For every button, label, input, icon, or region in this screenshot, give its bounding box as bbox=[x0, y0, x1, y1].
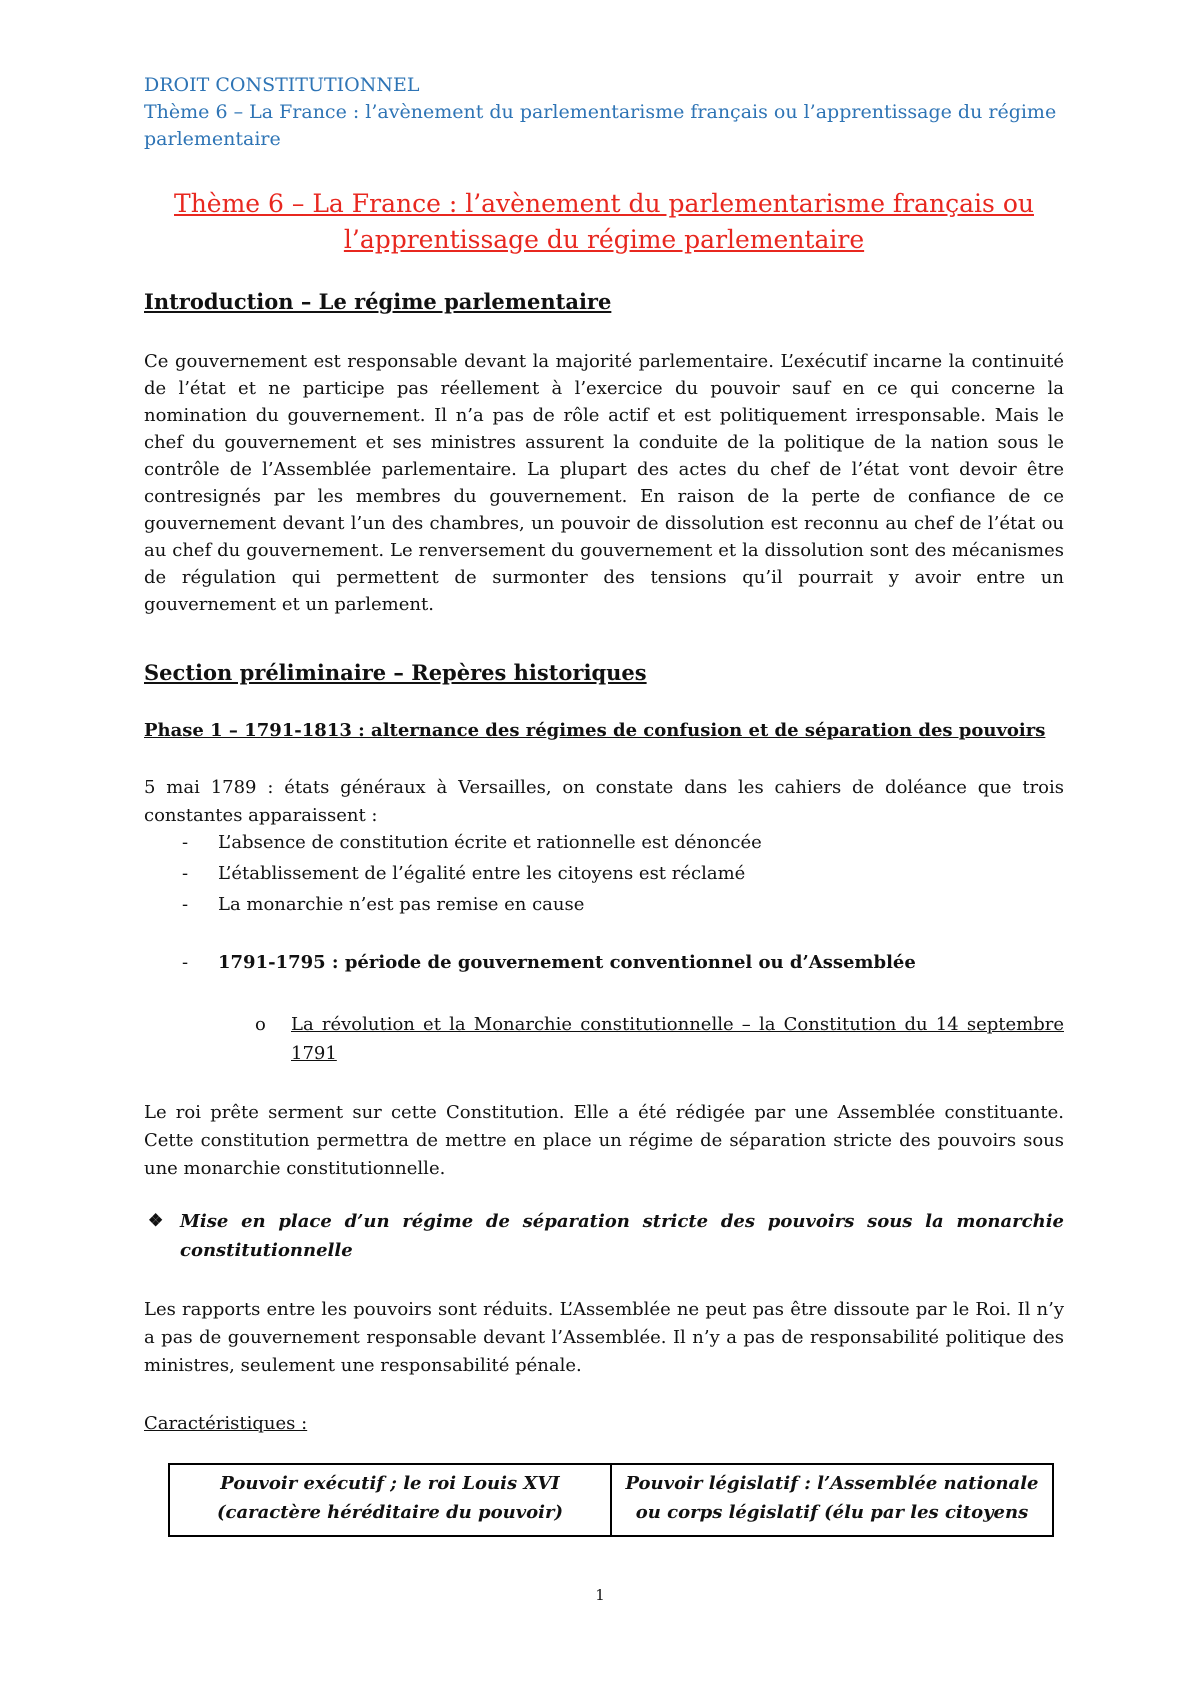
list-item: - L’établissement de l’égalité entre les citoyens est réclamé bbox=[182, 863, 746, 884]
constantes-list bbox=[144, 827, 1064, 920]
header-theme: Thème 6 – La France : l’avènement du parlementarisme français ou l’apprentissage du régime parlementaire bbox=[144, 101, 1057, 150]
phase-heading: Phase 1 – 1791-1813 : alternance des régimes de confusion et de séparation des pouvoirs bbox=[144, 720, 1046, 741]
running-header bbox=[144, 72, 1064, 153]
document-page: DROIT CONSTITUTIONNEL Thème 6 – La France : l’avènement du parlementarisme français ou l’apprentissage du régime parlementaire Thème 6 – La France : l’avènement du parlementarisme français ou l’apprentissage du régime parlementaire Introduction – Le régime parlementaire Ce gouvernement est responsable devant la majorité parlementaire. L’exécutif incarne la continuité de l’état et ne participe pas réellement à l’exercice du pouvoir sauf en ce qui concerne la nomination du gouvernement. Il n’a pas de rôle actif et est politiquement irresponsable. Mais le chef du gouvernement et ses ministres assurent la conduite de la politique de la nation sous le contrôle de l’Assemblée parlementaire. La plupart des actes du chef de l’état vont devoir être contresignés par les membres du gouvernement. En raison de la perte de confiance de ce gouvernement devant l’un des chambres, un pouvoir de dissolution est reconnu au chef de l’état ou au chef du gouvernement. Le renversement du gouvernement et la dissolution sont des mécanismes de régulation qui permettent de surmonter des tensions qu’il pourrait y avoir entre un gouvernement et un parlement. Section préliminaire – Repères historiques Phase 1 – 1791-1813 : alternance des régimes de confusion et de séparation des pouvoirs 5 mai 1789 : états généraux à Versailles, on constate dans les cahiers de doléance que trois constantes apparaissent : - L’absence de constitution écrite et rationnelle est dénoncée - L’établissement de l’égalité entre les citoyens est réclamé - La monarchie n’est pas remise en cause - 1791-1795 : période de gouvernement conventionnel ou d’Assemblée o La révolution et la Monarchie constitutionnelle – la Constitution du 14 septembre 1791 Le roi prête serment sur cette Constitution. Elle a été rédigée par une Assemblée constituante. Cette constitution permettra de mettre en place un régime de séparation stricte des pouvoirs sous une monarchie constitutionnelle. ❖ Mise en place d’un régime de séparation stricte des pouvoirs sous la monarchie constitutionnelle Les rapports entre les pouvoirs sont réduits. L’Assemblée ne peut pas être dissoute par le Roi. Il n’y a pas de gouvernement responsable devant l’Assemblée. Il n’y a pas de responsabilité politique des ministres, seulement une responsabilité pénale. Caractéristiques : Pouvoir exécutif ; le roi Louis XVI (caractère héréditaire du pouvoir) Pouvoir législatif : l’Assemblée nationale ou corps législatif (élu par les citoyens 1 bbox=[0, 0, 1200, 1698]
caracteristiques-label: Caractéristiques : bbox=[144, 1413, 308, 1434]
diamond-item-separation: ❖ Mise en place d’un régime de séparation stricte des pouvoirs sous la monarchie constitutionnelle bbox=[144, 1207, 1064, 1265]
intro-heading: Introduction – Le régime parlementaire bbox=[144, 289, 612, 314]
paragraph-rapports: Les rapports entre les pouvoirs sont réduits. L’Assemblée ne peut pas être dissoute par le Roi. Il n’y a pas de gouvernement responsable devant l’Assemblée. Il n’y a pas de responsabilité politique des ministres, seulement une responsabilité pénale. bbox=[144, 1299, 1064, 1376]
document-title: Thème 6 – La France : l’avènement du parlementarisme français ou l’apprentissage du régime parlementaire bbox=[174, 189, 1034, 254]
table-cell-legislatif: Pouvoir législatif : l’Assemblée nationale ou corps législatif (élu par les citoyens bbox=[611, 1464, 1053, 1536]
paragraph-etats-generaux: 5 mai 1789 : états généraux à Versailles, on constate dans les cahiers de doléance que trois constantes apparaissent : bbox=[144, 777, 1064, 826]
table-row bbox=[169, 1464, 1053, 1536]
header-course: DROIT CONSTITUTIONNEL bbox=[144, 74, 420, 96]
diamond-bullet-icon: ❖ bbox=[148, 1211, 164, 1231]
section-heading: Section préliminaire – Repères historiques bbox=[144, 660, 647, 685]
caracteristiques-table bbox=[168, 1463, 1054, 1537]
table-cell-executif: Pouvoir exécutif ; le roi Louis XVI (caractère héréditaire du pouvoir) bbox=[169, 1464, 611, 1536]
page-number: 1 bbox=[595, 1586, 605, 1604]
sub-item-constitution-1791: o La révolution et la Monarchie constitutionnelle – la Constitution du 14 septembre 1791 bbox=[255, 1014, 1064, 1064]
intro-paragraph: Ce gouvernement est responsable devant la majorité parlementaire. L’exécutif incarne la continuité de l’état et ne participe pas réellement à l’exercice du pouvoir sauf en ce qui concerne la nomination du gouvernement. Il n’a pas de rôle actif et est politiquement irresponsable. Mais le chef du gouvernement et ses ministres assurent la conduite de la politique de la nation sous le contrôle de l’Assemblée parlementaire. La plupart des actes du chef de l’état vont devoir être contresignés par les membres du gouvernement. En raison de la perte de confiance de ce gouvernement devant l’un des chambres, un pouvoir de dissolution est reconnu au chef de l’état ou au chef du gouvernement. Le renversement du gouvernement et la dissolution sont des mécanismes de régulation qui permettent de surmonter des tensions qu’il pourrait y avoir entre un gouvernement et un parlement. bbox=[144, 351, 1064, 615]
list-item: - La monarchie n’est pas remise en cause bbox=[182, 894, 585, 915]
paragraph-serment: Le roi prête serment sur cette Constitution. Elle a été rédigée par une Assemblée constituante. Cette constitution permettra de mettre en place un régime de séparation stricte des pouvoirs sous une monarchie constitutionnelle. bbox=[144, 1102, 1064, 1179]
list-item: - L’absence de constitution écrite et rationnelle est dénoncée bbox=[182, 832, 762, 853]
